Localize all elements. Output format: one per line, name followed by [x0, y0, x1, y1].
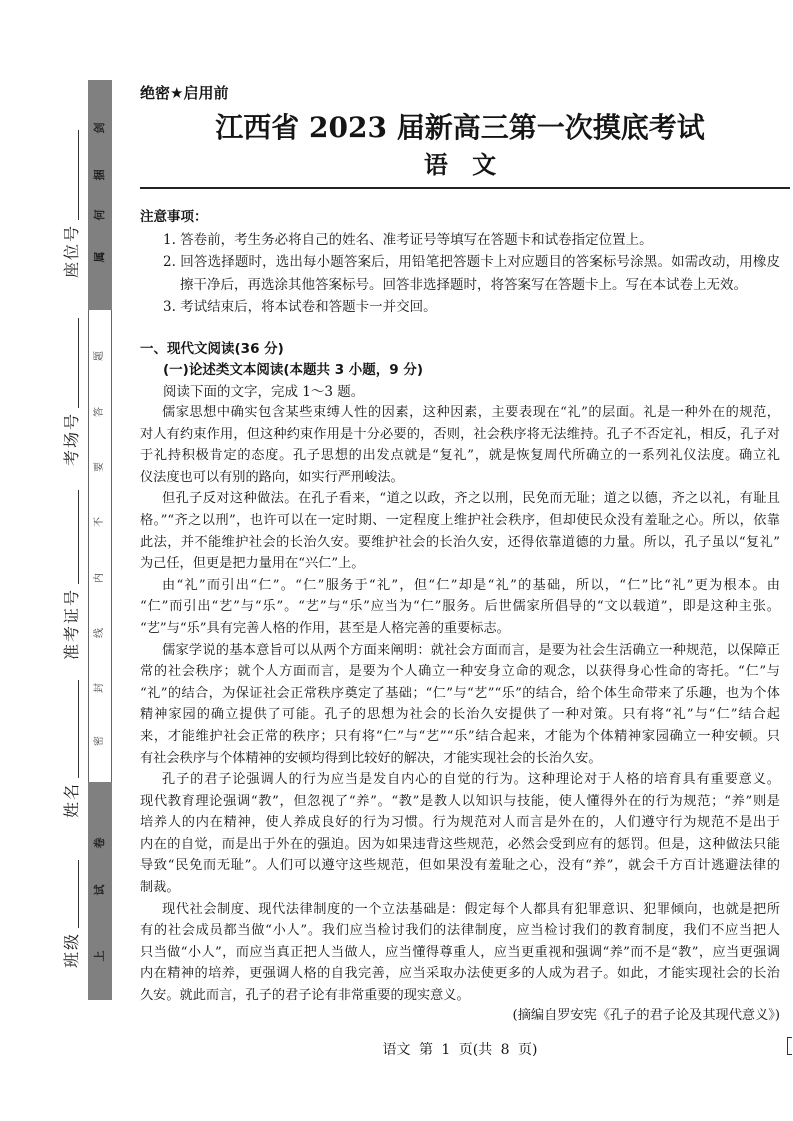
header-divider	[140, 187, 790, 189]
page-footer: 语文 第 1 页(共 8 页)	[382, 1042, 538, 1058]
seat-number-blank	[77, 130, 79, 220]
passage-line: 此法，并不能维护社会的长治久安。要维护社会的长治久安，还得依靠道德的力量。所以，孔子虽以“复礼”	[140, 534, 780, 550]
binding-strip-top	[88, 80, 112, 310]
notice-block	[140, 206, 780, 319]
admission-number-blank	[77, 490, 79, 584]
passage-line: 来，才能维护社会正常的秩序；只有将“仁”与“艺”“乐”结合起来，才能为个体精神家园确立一种安顿。只	[140, 728, 780, 744]
section-heading: 一、现代文阅读(36 分)	[140, 341, 284, 357]
subject-title: 语 文	[423, 150, 497, 179]
section-block	[140, 339, 780, 403]
passage-line: 内在精神的培养，更强调人格的自我完善，应当采取办法使更多的人成为君子。如此，才能实现社会的长治	[140, 966, 780, 982]
binding-strip-char: 要	[94, 462, 105, 472]
binding-strip-char: 试	[93, 884, 106, 896]
passage-line: “礼”的结合，为保证社会正常秩序奠定了基础；“仁”与“艺”“乐”的结合，给个体生命带来了乐趣，也为个体	[140, 685, 780, 701]
passage-line: 久安。就此而言，孔子的君子论有非常重要的现实意义。	[140, 988, 470, 1004]
class-label: 班级	[62, 931, 81, 968]
passage-line: 孔子的君子论强调人的行为应当是发自内心的自觉的行为。这种理论对于人格的培育具有重要意义。	[162, 772, 780, 788]
passage-line: “仁”而引出“艺”与“乐”。“艺”与“乐”应当为“仁”服务。后世儒家所倡导的“文以载道”，即是这种主张。	[140, 599, 780, 615]
passage-line: 常的社会秩序；就个人方面而言，是要为个人确立一种安身立命的观念，以获得身心性命的寄托。“仁”与	[140, 664, 780, 680]
passage-line: 儒家学说的基本意旨可以从两个方面来阐明：就社会方面而言，是要为社会生活确立一种规范，以保障正	[162, 642, 780, 658]
binding-strip-char: 剑	[93, 122, 106, 134]
notice-item-continued: 擦干净后，再选涂其他答案标号。回答非选择题时，将答案写在答题卡上。写在本试卷上无效。	[180, 276, 747, 293]
paragraph-6	[140, 899, 780, 1007]
section-subheading: (一)论述类文本阅读(本题共 3 小题，9 分)	[163, 362, 424, 379]
passage-line: 精神家园的确立提供了可能。孔子的思想为社会的长治久安提供了一种对策。只有将“礼”与“仁”结合起	[140, 707, 780, 723]
binding-strip-char: 密	[94, 736, 105, 746]
passage-line: 制裁。	[140, 880, 180, 896]
paragraph-2	[140, 488, 780, 574]
binding-strip-char: 捆	[93, 169, 106, 181]
notice-item: 2. 回答选择题时，选出每小题答案后，用铅笔把答题卡上对应题目的答案标号涂黑。如需改动，用橡皮	[163, 254, 780, 270]
paragraph-1	[140, 402, 780, 488]
name-blank	[77, 680, 79, 778]
passage-line: 对人有约束作用，但这种约束作用是十分必要的，否则，社会秩序将无法维持。孔子不否定礼，相反，孔子对	[140, 426, 780, 442]
seat-number-label: 座位号	[62, 223, 81, 278]
name-field	[62, 680, 82, 818]
exam-title: 江西省 2023 届新高三第一次摸底考试	[215, 111, 705, 144]
exam-room-blank	[77, 318, 79, 408]
notice-heading: 注意事项：	[140, 209, 208, 225]
binding-strip-char: 卷	[93, 837, 106, 849]
binding-strip-char: 线	[94, 628, 105, 638]
passage-line: 有的社会成员都当做“小人”。我们应当检讨我们的法律制度，应当检讨我们的教育制度，我们不应当把人	[140, 923, 780, 939]
binding-strip-char: 何	[93, 209, 106, 221]
crop-mark	[787, 1037, 792, 1055]
notice-item: 1. 答卷前，考生务必将自己的姓名、准考证号等填写在答题卡和试卷指定位置上。	[163, 231, 653, 248]
passage-source: (摘编自罗安宪《孔子的君子论及其现代意义》)	[512, 1008, 780, 1023]
paragraph-5	[140, 769, 780, 899]
seat-number-field	[62, 130, 82, 278]
binding-strip-char: 封	[94, 683, 105, 693]
passage-line: 格。”“齐之以刑”，也许可以在一定时期、一定程度上维护社会秩序，但却使民众没有羞耻之心。所以，依靠	[140, 512, 780, 528]
class-blank	[77, 860, 79, 928]
passage-line: 儒家思想中确实包含某些束缚人性的因素，这种因素，主要表现在“礼”的层面。礼是一种外在的规范，	[162, 405, 780, 420]
passage-line: 只当做“小人”，而应当真正把人当做人，应当懂得尊重人，应当更重视和强调“养”而不是“教”，应当更强调	[140, 944, 780, 960]
paragraph-4	[140, 640, 780, 770]
binding-strip-char: 答	[94, 407, 105, 417]
passage-line: 仪法度也可以有别的路向，如实行严刑峻法。	[140, 469, 404, 485]
passage-line: 由“礼”而引出“仁”。“仁”服务于“礼”，但“仁”却是“礼”的基础，所以，“仁”比“礼”更为根本。由	[162, 577, 780, 593]
passage-line: 现代教育理论强调“教”，但忽视了“养”。“教”是教人以知识与技能，使人懂得外在的行为规范；“养”则是	[140, 793, 780, 809]
exam-room-label: 考场号	[62, 411, 81, 466]
paragraph-3	[140, 575, 780, 640]
notice-item: 3. 考试结束后，将本试卷和答题卡一并交回。	[163, 299, 437, 315]
passage-line: 内在的自觉，而是出于外在的强迫。因为如果违背这些规范，必然会受到应有的惩罚。但是，这种做法只能	[140, 836, 780, 852]
section-instruction: 阅读下面的文字，完成 1～3 题。	[163, 383, 365, 400]
passage-line: 有社会秩序与个体精神的安顿均得到比较好的解决，才能实现社会的长治久安。	[140, 750, 602, 766]
name-label: 姓名	[62, 781, 81, 818]
passage-line: 现代社会制度、现代法律制度的一个立法基础是：假定每个人都具有犯罪意识、犯罪倾向，也就是把所	[162, 901, 780, 917]
binding-strip-char: 不	[94, 517, 105, 527]
passage-line: 为己任，但更是把力量用在“兴仁”上。	[140, 556, 365, 572]
passage-line: 导致“民免而无耻”。人们可以遵守这些规范，但如果没有羞耻之心，没有“养”，就会千方百计逃避法律的	[140, 858, 780, 874]
admission-number-label: 准考证号	[62, 587, 81, 660]
exam-room-field	[62, 318, 82, 466]
passage-line: 培养人的内在精神，使人养成良好的行为习惯。行为规范对人而言是外在的，人们遵守行为规范不是出于	[140, 815, 780, 831]
confidentiality-mark: 绝密★启用前	[140, 84, 229, 102]
class-field	[62, 860, 82, 968]
binding-strip-char: 题	[94, 351, 105, 361]
admission-number-field	[62, 490, 82, 660]
binding-strip-char: 内	[94, 573, 105, 583]
binding-strip-middle	[88, 310, 112, 782]
passage-line: “艺”与“乐”具有完善人格的作用，甚至是人格完善的重要标志。	[140, 620, 510, 636]
reading-passage	[140, 402, 780, 1007]
binding-strip-char: 属	[93, 251, 106, 263]
passage-line: 但孔子反对这种做法。在孔子看来，“道之以政，齐之以刑，民免而无耻；道之以德，齐之以礼，有耻且	[162, 491, 780, 507]
passage-line: 于礼持积极肯定的态度。孔子思想的出发点就是“复礼”，就是恢复周代所确立的一系列礼仪法度。确立礼	[140, 448, 780, 464]
binding-strip-char: 上	[93, 950, 106, 962]
